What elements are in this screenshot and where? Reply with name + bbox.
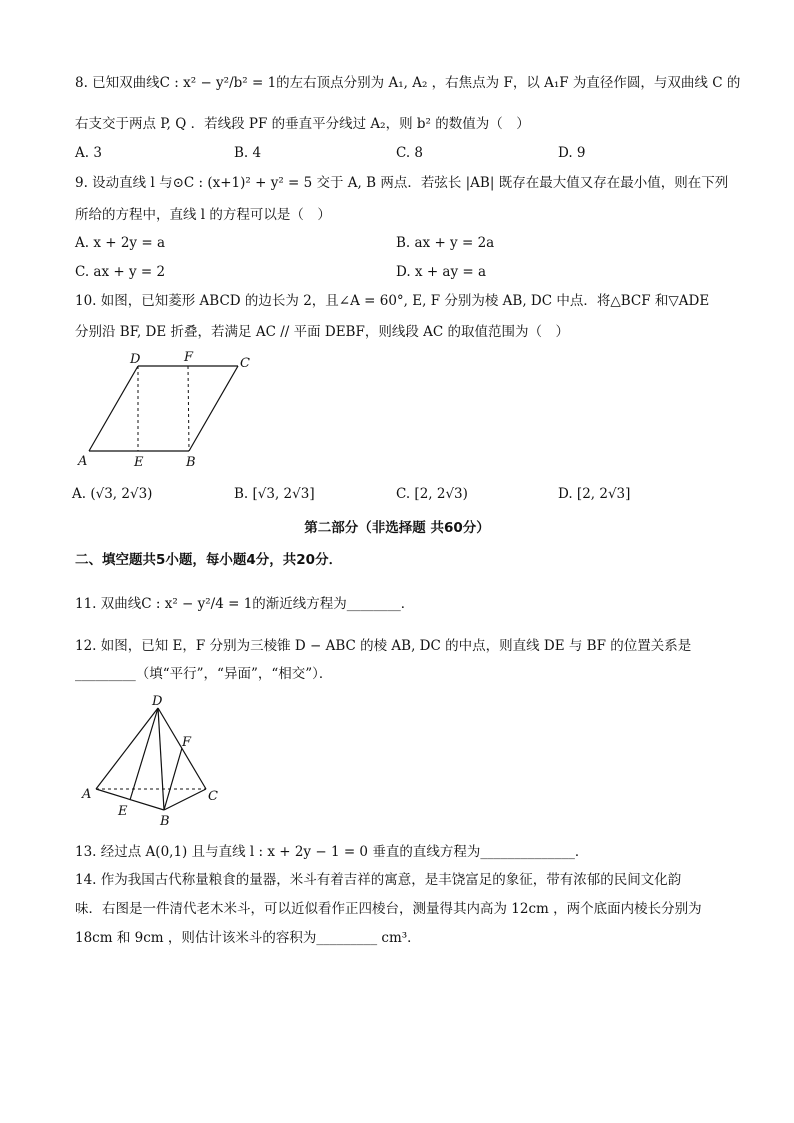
tetrahedron-figure [78, 690, 228, 830]
section2-heading: 二、填空题共5小题，每小题4分，共20分． [75, 552, 343, 568]
edge-ab [96, 789, 164, 810]
rhombus-figure [72, 348, 262, 472]
q9-line1: 9. 设动直线 l 与⊙C : (x+1)² + y² = 5 交于 A, B 两点．若弦长 |AB| 既存在最大值又存在最小值，则在下列 [75, 175, 729, 191]
edge-ad [89, 366, 138, 451]
q10-option-b: B. [√3, 2√3] [234, 486, 315, 502]
edge-bc [189, 366, 238, 451]
edge-bf-dashed [188, 366, 189, 451]
edge-db [158, 708, 164, 810]
label-f: F [184, 350, 194, 365]
edge-da [96, 708, 158, 789]
q10-line2: 分别沿 BF, DE 折叠，若满足 AC // 平面 DEBF，则线段 AC 的取值范围为（ ） [75, 324, 569, 340]
label-a: A [78, 454, 88, 469]
label-a: A [82, 787, 92, 802]
q10-line1: 10. 如图，已知菱形 ABCD 的边长为 2，且∠A = 60°, E, F 分别为棱 AB, DC 中点．将△BCF 和▽ADE [75, 293, 710, 309]
q8-option-d: D. 9 [558, 145, 586, 161]
q10-option-c: C. [2, 2√3) [396, 486, 468, 502]
label-c: C [208, 789, 218, 804]
q8-option-c: C. 8 [396, 145, 424, 161]
q10-option-a: A. (√3, 2√3) [72, 486, 153, 502]
edge-de [130, 708, 158, 800]
label-b: B [186, 455, 196, 470]
q8-line2: 右支交于两点 P, Q ．若线段 PF 的垂直平分线过 A₂，则 b² 的数值为（ ） [75, 116, 530, 132]
label-e: E [118, 804, 128, 819]
label-e: E [134, 455, 144, 470]
label-b: B [160, 814, 170, 829]
edge-bc [164, 789, 206, 810]
q14-line3: 18cm 和 9cm ，则估计该米斗的容积为_________ cm³． [75, 930, 421, 946]
edge-bf [164, 748, 182, 810]
q9-line2: 所给的方程中，直线 l 的方程可以是（ ） [75, 207, 331, 223]
label-c: C [240, 356, 250, 371]
q8-option-a: A. 3 [75, 145, 102, 161]
q9-option-c: C. ax + y = 2 [75, 264, 166, 280]
q9-option-b: B. ax + y = 2a [396, 235, 495, 251]
q14-line2: 味．右图是一件清代老木米斗，可以近似看作正四棱台，测量得其内高为 12cm ，两个底面内棱长分别为 [75, 901, 702, 917]
q10-option-d: D. [2, 2√3] [558, 486, 631, 502]
q9-option-d: D. x + ay = a [396, 264, 487, 280]
part2-title: 第二部分（非选择题 共60分） [304, 520, 490, 536]
q13-text: 13. 经过点 A(0,1) 且与直线 l : x + 2y − 1 = 0 垂直的直线方程为______________． [75, 844, 589, 860]
q11-text: 11. 双曲线C : x² − y²/4 = 1的渐近线方程为________． [75, 596, 415, 612]
label-d: D [152, 694, 163, 709]
q12-line1: 12. 如图，已知 E，F 分别为三棱锥 D − ABC 的棱 AB, DC 的中点，则直线 DE 与 BF 的位置关系是 [75, 638, 692, 654]
q8-option-b: B. 4 [234, 145, 262, 161]
q9-option-a: A. x + 2y = a [75, 235, 165, 251]
q8-line1: 8. 已知双曲线C : x² − y²/b² = 1的左右顶点分别为 A₁, A₂ ，右焦点为 F，以 A₁F 为直径作圆，与双曲线 C 的 [75, 75, 741, 91]
q12-line2: _________（填“平行”，“异面”，“相交”）． [75, 666, 333, 682]
label-f: F [182, 735, 192, 750]
q14-line1: 14. 作为我国古代称量粮食的量器，米斗有着吉祥的寓意，是丰饶富足的象征，带有浓郁的民间文化韵 [75, 872, 682, 888]
label-d: D [130, 352, 141, 367]
